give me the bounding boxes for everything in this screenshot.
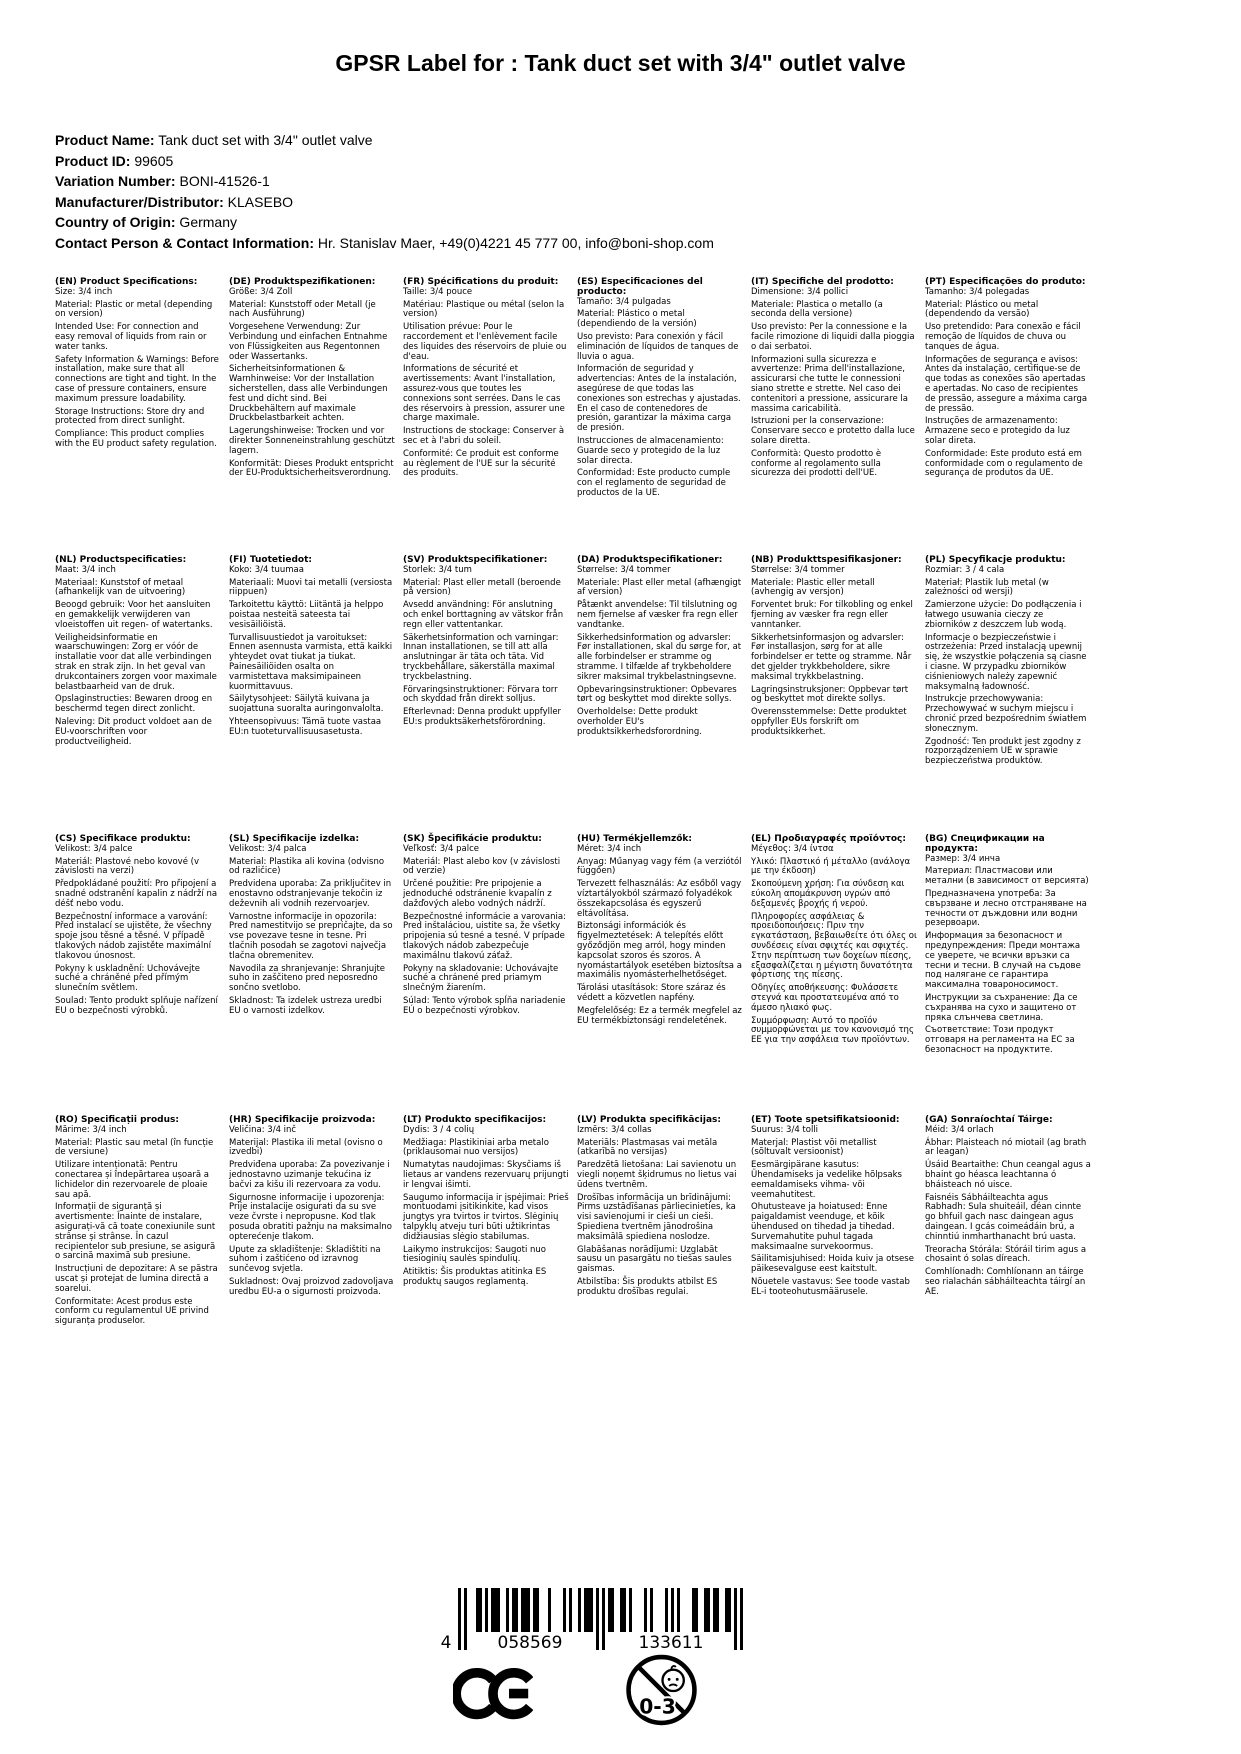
spec-paragraph: Turvallisuustiedot ja varoitukset: Ennen asennusta varmista, että kaikki yhteydet ovat tiukat ja tiukat. Painesäiliöiden osalta on varmistettava maksimipaineen kuormittavuus.: [229, 632, 393, 692]
spec-paragraph: Material: Kunststoff oder Metall (je nach Ausführung): [229, 299, 376, 320]
spec-paragraph: Rozmiar: 3 / 4 cala: [925, 564, 1005, 575]
spec-paragraph: Suurus: 3/4 tolli: [751, 1124, 819, 1135]
spec-paragraph: Säkerhetsinformation och varningar: Innan installationen, se till att alla anslutningar är täta och täta. Vid tryckbehållare, säkerställa maximal tryckbelastning.: [403, 632, 559, 682]
spec-paragraph: Size: 3/4 inch: [55, 286, 113, 297]
spec-paragraph: Materiāls: Plastmasas vai metāla (atkarībā no versijas): [577, 1137, 718, 1158]
spec-block-lt: [403, 1116, 569, 1327]
spec-paragraph: Instructions de stockage: Conserver à sec et à l'abri du soleil.: [403, 426, 565, 446]
meta-row: [55, 171, 1155, 192]
spec-paragraph: Συμμόρφωση: Αυτό το προϊόν συμμορφώνεται με τον κανονισμό της ΕΕ για την ασφάλεια των προϊόντων.: [751, 1015, 914, 1046]
spec-paragraph: Sicherheitsinformationen & Warnhinweise: Vor der Installation sicherstellen, dass alle Verbindungen fest und dicht sind. Bei Druckbehältern auf maximale Druckbelastbarkeit achten.: [229, 364, 388, 424]
spec-block-et: [751, 1116, 917, 1327]
spec-grid: [55, 278, 1091, 1327]
spec-paragraph: Safety Information & Warnings: Before installation, make sure that all connections are tight and tight. In the case of pressure containers, ensure maximum pressure loadability.: [55, 354, 219, 404]
spec-paragraph: Forventet bruk: For tilkobling og enkel fjerning av væsker fra regn eller vanntanker.: [751, 600, 913, 630]
spec-paragraph: Material: Plástico o metal (dependiendo de la versión): [577, 309, 697, 330]
spec-paragraph: Medžiaga: Plastikiniai arba metalo (priklausomai nuo versijos): [403, 1137, 549, 1158]
spec-paragraph: Информация за безопасност и предупреждения: Преди монтажа се уверете, че всички връзки са тесни и тесни. В случай на съдове под налягане се гарантира максимална товароносимост.: [925, 931, 1081, 991]
spec-block-bg: [925, 835, 1091, 1116]
spec-paragraph: Инструкции за съхранение: Да се съхранява на сухо и защитено от пряка слънчева светлина.: [925, 992, 1078, 1023]
spec-paragraph: Instrukcje przechowywania: Przechowywać w suchym miejscu i chronić przed bezpośrednim światłem słonecznym.: [925, 694, 1087, 734]
spec-paragraph: Konformität: Dieses Produkt entspricht der EU-Produktsicherheitsverordnung.: [229, 458, 394, 479]
spec-block-sv: [403, 556, 569, 835]
spec-paragraph: Información de seguridad y advertencias: Antes de la instalación, asegúrese de que todas las conexiones son estrechas y ajustadas. En el caso de contenedores de presión, garantizar la máxima carga de presión.: [577, 364, 741, 434]
barcode-digits: 133611: [638, 1633, 704, 1652]
spec-paragraph: Säilytysohjeet: Säilytä kuivana ja suojattuna suoralta auringonvalolta.: [229, 694, 384, 715]
spec-paragraph: Predviđena uporaba: Za povezivanje i jednostavno uzimanje tekućina iz bačvi za kišu ili rezervoara za vodu.: [229, 1160, 390, 1190]
spec-paragraph: Bezpečnostní informace a varování: Před instalací se ujistěte, že všechny spoje jsou těsné a těsné. V případě tlakových nádob zajistěte maximální tlakovou únosnost.: [55, 911, 212, 961]
spec-block-pl: [925, 556, 1091, 835]
spec-paragraph: Zamierzone użycie: Do podłączenia i łatwego usuwania cieczy ze zbiorników z deszczem lub wodą.: [925, 600, 1082, 630]
spec-paragraph: Conformidade: Este produto está em conformidade com o regulamento de segurança de produtos da UE.: [925, 448, 1083, 479]
spec-paragraph: Varnostne informacije in opozorila: Pred namestitvijo se prepričajte, da so vse povezave tesne in tesne. Pri tlačnih posodah se zagotovi največja tlačna obremenitev.: [229, 911, 393, 961]
spec-paragraph: Navodila za shranjevanje: Shranjujte suho in zaščiteno pred neposredno sončno svetlobo.: [229, 963, 386, 994]
meta-row: [55, 233, 1155, 254]
spec-paragraph: Materjal: Plastist või metallist (sõltuvalt versioonist): [751, 1137, 877, 1158]
spec-paragraph: Materiál: Plastové nebo kovové (v závislosti na verzi): [55, 856, 199, 877]
spec-block-heading: (DA) Produktspecifikationer:: [577, 555, 723, 565]
spec-paragraph: Velikost: 3/4 palca: [229, 843, 307, 854]
spec-paragraph: Veľkosť: 3/4 palce: [403, 843, 479, 854]
spec-paragraph: Pokyny na skladovanie: Uchovávajte suché a chránené pred priamym slnečným žiarením.: [403, 963, 559, 994]
spec-paragraph: Treoracha Stórála: Stóráil tirim agus a chosaint ó solas díreach.: [925, 1244, 1087, 1265]
spec-paragraph: Mărime: 3/4 inch: [55, 1124, 127, 1135]
spec-paragraph: Materiaal: Kunststof of metaal (afhankelijk van de uitvoering): [55, 577, 186, 598]
spec-paragraph: Upute za skladištenje: Skladištiti na suhom i zaštićeno od izravnog sunčevog svjetla.: [229, 1244, 381, 1275]
spec-block-heading: (GA) Sonraíochtaí Táirge:: [925, 1115, 1053, 1125]
spec-paragraph: Určené použitie: Pre pripojenie a jednoduché odstránenie kvapalín z dažďových alebo vodných nádrží.: [403, 879, 552, 909]
spec-paragraph: Uso previsto: Para conexión y fácil eliminación de líquidos de tanques de lluvia o agua.: [577, 331, 739, 362]
spec-paragraph: Anyag: Műanyag vagy fém (a verziótól függően): [577, 856, 742, 877]
spec-paragraph: Paredzētā lietošana: Lai savienotu un viegli noņemt šķidrumus no lietus vai ūdens tvertnēm.: [577, 1160, 737, 1190]
spec-paragraph: Numatytas naudojimas: Skysčiams iš lietaus ar vandens rezervuarų prijungti ir lengvai išimti.: [403, 1160, 569, 1190]
spec-paragraph: Πληροφορίες ασφάλειας & προειδοποιήσεις: Πριν την εγκατάσταση, βεβαιωθείτε ότι όλες οι συνδέσεις είναι σφιχτές και σφιχτές. Στην περίπτωση των δοχείων πίεσης, εξασφαλίζεται η μέγιστη δυνατότητα φόρτισης της πίεσης.: [751, 911, 917, 981]
spec-block-hr: [229, 1116, 395, 1327]
spec-paragraph: Pokyny k uskladnění: Uchovávejte suché a chráněné před přímým slunečním světlem.: [55, 963, 200, 994]
spec-paragraph: Súlad: Tento výrobok spĺňa nariadenie EÚ o bezpečnosti výrobkov.: [403, 995, 566, 1016]
spec-paragraph: Atitiktis: Šis produktas atitinka ES produktų saugos reglamentą.: [403, 1267, 547, 1287]
spec-paragraph: Conformità: Questo prodotto è conforme al regolamento sulla sicurezza dei prodotti dell'UE.: [751, 448, 882, 479]
spec-paragraph: Veiligheidsinformatie en waarschuwingen: Zorg er vóór de installatie voor dat alle verbindingen strak en strak zijn. In het geval van drukcontainers zorgen voor maximale belastbaarheid van de druk.: [55, 632, 217, 692]
spec-paragraph: Méret: 3/4 inch: [577, 843, 642, 854]
spec-block-ro: [55, 1116, 221, 1327]
spec-paragraph: Съответствие: Този продукт отговаря на регламента на ЕС за безопасност на продуктите.: [925, 1025, 1075, 1055]
spec-paragraph: Soulad: Tento produkt splňuje nařízení EU o bezpečnosti výrobků.: [55, 995, 218, 1016]
spec-block-heading: (EL) Προδιαγραφές προϊόντος:: [751, 834, 906, 844]
spec-paragraph: Instrucciones de almacenamiento: Guarde seco y protegido de la luz solar directa.: [577, 435, 724, 466]
spec-paragraph: Материал: Пластмасови или метални (в зависимост от версията): [925, 866, 1089, 887]
spec-paragraph: Zgodność: Ten produkt jest zgodny z rozporządzeniem UE w sprawie bezpieczeństwa produktów.: [925, 736, 1081, 767]
spec-block-heading: (LV) Produkta specifikācijas:: [577, 1115, 721, 1125]
meta-value: 99605: [130, 152, 174, 169]
ean-barcode: [438, 1588, 750, 1656]
spec-block-heading: (ET) Toote spetsifikatsioonid:: [751, 1115, 900, 1125]
spec-paragraph: Drošības informācija un brīdinājumi: Pirms uzstādīšanas pārliecinieties, ka visi savienojumi ir cieši un cieši. Spiediena tvertnēm jānodrošina maksimālā spiediena noslodze.: [577, 1192, 736, 1242]
ce-mark-icon: [453, 1664, 533, 1728]
spec-paragraph: Σκοπούμενη χρήση: Για σύνδεση και εύκολη απομάκρυνση υγρών από δεξαμενές βροχής ή νερού.: [751, 879, 905, 909]
spec-paragraph: Informacje o bezpieczeństwie i ostrzeżenia: Przed instalacją upewnij się, że wszystkie połączenia są ciasne i ciasne. W przypadku zbiorników ciśnieniowych należy zapewnić maksymalną ładowność.: [925, 632, 1087, 692]
barcode-digits: 058569: [497, 1633, 563, 1652]
spec-paragraph: Overensstemmelse: Dette produktet oppfyller EUs forskrift om produktsikkerhet.: [751, 707, 907, 737]
spec-paragraph: Naleving: Dit product voldoet aan de EU-voorschriften voor productveiligheid.: [55, 716, 212, 747]
spec-paragraph: Размер: 3/4 инча: [925, 853, 1001, 864]
spec-paragraph: Intended Use: For connection and easy removal of liquids from rain or water tanks.: [55, 322, 207, 352]
spec-block-fi: [229, 556, 395, 835]
spec-paragraph: Storlek: 3/4 tum: [403, 564, 472, 575]
spec-paragraph: Dimensione: 3/4 pollici: [751, 286, 849, 297]
spec-paragraph: Nõuetele vastavus: See toode vastab EL-i tooteohutusmäärusele.: [751, 1276, 910, 1297]
spec-paragraph: Υλικό: Πλαστικό ή μέταλλο (ανάλογα με την έκδοση): [751, 856, 911, 877]
spec-paragraph: Ohutusteave ja hoiatused: Enne paigaldamist veenduge, et kõik ühendused on tihedad ja tihedad. Survemahutite puhul tagada maksimaalne survekoormus.: [751, 1202, 895, 1252]
spec-paragraph: Conformidad: Este producto cumple con el reglamento de seguridad de productos de la UE.: [577, 468, 731, 498]
spec-paragraph: Μέγεθος: 3/4 ίντσα: [751, 843, 834, 854]
spec-paragraph: Förvaringsinstruktioner: Förvara torr och skyddad från direkt solljus.: [403, 684, 558, 705]
spec-block-heading: (IT) Specifiche del prodotto:: [751, 277, 894, 287]
spec-block-heading: (PT) Especificações do produto:: [925, 277, 1086, 287]
spec-paragraph: Skladnost: Ta izdelek ustreza uredbi EU o varnosti izdelkov.: [229, 995, 382, 1016]
spec-paragraph: Lagringsinstruksjoner: Oppbevar tørt og beskyttet mot direkte sollys.: [751, 684, 909, 705]
spec-block-heading: (FR) Spécifications du produit:: [403, 277, 559, 287]
spec-paragraph: Biztonsági információk és figyelmeztetések: A telepítés előtt győződjön meg arról, hogy minden kapcsolat szoros és szoros. A nyomástartályok esetében biztosítsa a maximális nyomásterhelhetőséget.: [577, 921, 742, 981]
spec-paragraph: Material: Plástico ou metal (dependendo da versão): [925, 299, 1039, 320]
spec-paragraph: Istruzioni per la conservazione: Conservare secco e protetto dalla luce solare diretta.: [751, 416, 915, 446]
spec-paragraph: Izmērs: 3/4 collas: [577, 1124, 652, 1135]
meta-row: [55, 212, 1155, 233]
spec-block-ga: [925, 1116, 1091, 1327]
spec-paragraph: Eesmärgipärane kasutus: Ühendamiseks ja vedelike hõlpsaks eemaldamiseks vihma- või veemahutitest.: [751, 1160, 902, 1200]
spec-paragraph: Tervezett felhasználás: Az esőből vagy víztartályokból származó folyadékok összekapcsolása és egyszerű eltávolítása.: [577, 879, 742, 919]
page-title: GPSR Label for : Tank duct set with 3/4" outlet valve: [335, 50, 906, 76]
spec-paragraph: Glabāšanas norādījumi: Uzglabāt sausu un pasargātu no tiešas saules gaismas.: [577, 1244, 732, 1275]
age-warning-0-3-icon: [625, 1653, 698, 1731]
spec-paragraph: Předpokládané použití: Pro připojení a snadné odstranění kapalin z nádrží na déšť nebo vodu.: [55, 879, 218, 909]
spec-block-pt: [925, 278, 1091, 556]
spec-block-heading: (NL) Productspecificaties:: [55, 555, 187, 565]
barcode-icon: [438, 1588, 750, 1652]
spec-paragraph: Conformitate: Acest produs este conform cu regulamentul UE privind siguranța produselor.: [55, 1296, 209, 1327]
spec-block-heading: (ES) Especificaciones del producto:: [577, 277, 703, 297]
spec-block-heading: (BG) Спецификации на продукта:: [925, 834, 1045, 854]
spec-paragraph: Avsedd användning: För anslutning och enkel borttagning av vätskor från regn eller vattentankar.: [403, 600, 564, 630]
spec-paragraph: Materiaali: Muovi tai metalli (versiosta riippuen): [229, 577, 393, 598]
spec-paragraph: Informations de sécurité et avertissements: Avant l'installation, assurez-vous que toutes les connexions sont serrées. Dans le cas des réservoirs à pression, assurer une charge maximale.: [403, 364, 565, 424]
spec-block-nb: [751, 556, 917, 835]
spec-paragraph: Material: Plastic or metal (depending on version): [55, 299, 213, 320]
age-warning-text: 0-3: [639, 1694, 676, 1719]
spec-block-hu: [577, 835, 743, 1116]
spec-paragraph: Tarkoitettu käyttö: Liitäntä ja helppo poistaa nesteitä sateesta tai vesisäiliöistä.: [229, 600, 384, 630]
meta-value: KLASEBO: [223, 193, 294, 210]
spec-block-nl: [55, 556, 221, 835]
spec-paragraph: Overholdelse: Dette produkt overholder EU's produktsikkerhedsforordning.: [577, 707, 702, 737]
meta-row: [55, 151, 1155, 172]
meta-label: Country of Origin:: [55, 214, 176, 230]
spec-paragraph: Material: Plast eller metall (beroende på version): [403, 577, 561, 598]
spec-block-es: [577, 278, 743, 556]
spec-paragraph: Materiale: Plastica o metallo (a seconda della versione): [751, 299, 883, 320]
spec-paragraph: Materijal: Plastika ili metal (ovisno o izvedbi): [229, 1137, 383, 1158]
spec-paragraph: Utilizare intenționată: Pentru conectarea și îndepărtarea ușoară a lichidelor din rezervoarele de ploaie sau apă.: [55, 1160, 209, 1200]
spec-block-heading: (CS) Specifikace produktu:: [55, 834, 191, 844]
spec-paragraph: Yhteensopivuus: Tämä tuote vastaa EU:n tuoteturvallisuusasetusta.: [229, 716, 382, 737]
meta-label: Manufacturer/Distributor:: [55, 193, 224, 210]
spec-paragraph: Faisnéis Sábháilteachta agus Rabhadh: Sula shuiteáil, déan cinnte go bhfuil gach nasc daingean agus daingean. I gcás coimeádáin brú, a chinntiú inmharthanacht brú uasta.: [925, 1192, 1082, 1242]
spec-block-heading: (HU) Termékjellemzők:: [577, 834, 693, 844]
spec-paragraph: Predvidena uporaba: Za priključitev in enostavno odstranjevanje tekočin iz deževnih ali vodnih rezervoarjev.: [229, 879, 392, 909]
spec-paragraph: Uso pretendido: Para conexão e fácil remoção de líquidos de chuva ou tanques de água.: [925, 322, 1081, 352]
spec-block-heading: (SK) Špecifikácie produktu:: [403, 834, 542, 844]
spec-paragraph: Størrelse: 3/4 tommer: [751, 564, 845, 575]
spec-paragraph: Uso previsto: Per la connessione e la facile rimozione di liquidi dalla pioggia o dai serbatoi.: [751, 322, 915, 352]
spec-paragraph: Méid: 3/4 orlach: [925, 1124, 994, 1135]
spec-paragraph: Größe: 3/4 Zoll: [229, 286, 293, 297]
meta-label: Product Name:: [55, 132, 155, 148]
spec-block-sk: [403, 835, 569, 1116]
barcode-digits: 4: [440, 1633, 452, 1652]
baby-face-icon: [663, 1670, 684, 1691]
spec-block-it: [751, 278, 917, 556]
spec-paragraph: Materiale: Plast eller metal (afhængigt af version): [577, 577, 742, 598]
spec-paragraph: Materiał: Plastik lub metal (w zależności od wersji): [925, 577, 1049, 598]
spec-paragraph: Informações de segurança e avisos: Antes da instalação, certifique-se de que todas as conexões são apertadas e apertadas. No caso de recipientes de pressão, assegure a máxima carga de pressão.: [925, 354, 1088, 414]
spec-paragraph: Opslaginstructies: Bewaren droog en beschermd tegen direct zonlicht.: [55, 694, 213, 715]
spec-paragraph: Vorgesehene Verwendung: Zur Verbindung und einfachen Entnahme von Flüssigkeiten aus Regentonnen oder Wassertanks.: [229, 322, 388, 362]
meta-value: Germany: [175, 214, 238, 230]
spec-block-heading: (SV) Produktspecifikationer:: [403, 555, 548, 565]
spec-paragraph: Størrelse: 3/4 tommer: [577, 564, 671, 575]
spec-paragraph: Beoogd gebruik: Voor het aansluiten en gemakkelijk verwijderen van vloeistoffen uit regen- of watertanks.: [55, 600, 213, 630]
spec-paragraph: Tamaño: 3/4 pulgadas: [577, 296, 671, 307]
spec-paragraph: Materiale: Plastic eller metall (avhengig av versjon): [751, 577, 875, 598]
spec-paragraph: Compliance: This product complies with the EU product safety regulation.: [55, 429, 217, 449]
spec-paragraph: Megfelelőség: Ez a termék megfelel az EU termékbiztonsági rendeletének.: [577, 1005, 742, 1026]
spec-paragraph: Informații de siguranță și avertismente: Înainte de instalare, asigurați-vă că toate conexiunile sunt strânse și strânse. În cazul recipientelor sub presiune, se asigură o sarcină maximă sub presiune.: [55, 1202, 216, 1262]
spec-paragraph: Предназначена употреба: За свързване и лесно отстраняване на течности от дъждовни или водни резервоари.: [925, 888, 1087, 929]
spec-block-heading: (HR) Specifikacije proizvoda:: [229, 1115, 376, 1125]
spec-paragraph: Storage Instructions: Store dry and protected from direct sunlight.: [55, 406, 205, 427]
spec-paragraph: Tárolási utasítások: Store száraz és védett a közvetlen napfény.: [577, 983, 726, 1003]
spec-paragraph: Efterlevnad: Denna produkt uppfyller EU:s produktsäkerhetsförordning.: [403, 707, 562, 727]
spec-block-heading: (NB) Produkttspesifikasjoner:: [751, 555, 902, 565]
spec-paragraph: Οδηγίες αποθήκευσης: Φυλάσσετε στεγνά και προστατευμένα από το άμεσο ηλιακό φως.: [751, 983, 899, 1013]
spec-paragraph: Matériau: Plastique ou métal (selon la version): [403, 299, 565, 320]
spec-paragraph: Instruções de armazenamento: Armazene seco e protegido da luz solar direta.: [925, 416, 1070, 446]
spec-block-cs: [55, 835, 221, 1116]
spec-block-heading: (FI) Tuotetiedot:: [229, 555, 313, 565]
spec-paragraph: Ábhar: Plaisteach nó miotail (ag brath ar leagan): [925, 1137, 1087, 1158]
spec-paragraph: Saugumo informacija ir įspėjimai: Prieš montuodami įsitikinkite, kad visos jungtys yra tvirtos ir tvirtos. Slėginių talpyklų atveju turi būti užtikrintas didžiausias slėgio stabilumas.: [403, 1192, 569, 1242]
spec-block-sl: [229, 835, 395, 1116]
product-meta: [55, 130, 1155, 253]
spec-block-heading: (DE) Produktspezifikationen:: [229, 277, 376, 287]
spec-paragraph: Taille: 3/4 pouce: [403, 286, 473, 297]
spec-paragraph: Sikkerhetsinformasjon og advarsler: Før installasjon, sørg for at alle forbindelser er tette og stramme. Når det gjelder trykkbeholdere, sikre maksimal trykkbelastning.: [751, 632, 912, 682]
spec-paragraph: Maat: 3/4 inch: [55, 564, 116, 575]
spec-block-heading: (SL) Specifikacije izdelka:: [229, 834, 360, 844]
spec-paragraph: Conformité: Ce produit est conforme au règlement de l'UE sur la sécurité des produits.: [403, 448, 559, 479]
spec-paragraph: Säilitamisjuhised: Hoida kuiv ja otsese päikesevalguse eest kaitstult.: [751, 1254, 914, 1275]
spec-block-heading: (PL) Specyfikacje produktu:: [925, 555, 1066, 565]
spec-block-da: [577, 556, 743, 835]
spec-paragraph: Opbevaringsinstruktioner: Opbevares tørt og beskyttet mod direkte sollys.: [577, 684, 737, 705]
spec-paragraph: Material: Plastic sau metal (în funcție de versiune): [55, 1137, 214, 1158]
spec-paragraph: Úsáid Beartaithe: Chun ceangal agus a bhaint go héasca leachtanna ó bháisteach nó uisce.: [925, 1160, 1091, 1190]
spec-paragraph: Sigurnosne informacije i upozorenja: Prije instalacije osigurati da su sve veze čvrste i nepropusne. Kod tlak posuda obratiti pažnju na maksimalno opterećenje tlakom.: [229, 1192, 392, 1242]
spec-paragraph: Bezpečnostné informácie a varovania: Pred inštaláciou, uistite sa, že všetky pripojenia sú tesné a tesné. V prípade tlakových nádob zabezpečuje maximálnu tlakovú záťaž.: [403, 911, 566, 961]
spec-block-lv: [577, 1116, 743, 1327]
meta-label: Contact Person & Contact Information:: [55, 234, 315, 251]
spec-block-en: [55, 278, 221, 556]
spec-paragraph: Material: Plastika ali kovina (odvisno od različice): [229, 856, 385, 877]
spec-paragraph: Velikost: 3/4 palce: [55, 843, 133, 854]
meta-label: Product ID:: [55, 152, 131, 169]
spec-paragraph: Sikkerhedsinformation og advarsler: Før installationen, skal du sørge for, at alle forbindelser er stramme og stramme. I tilfælde af trykbeholdere sikrer maksimal trykbelastningsevne.: [577, 632, 742, 682]
spec-block-heading: (RO) Specificații produs:: [55, 1115, 179, 1125]
spec-paragraph: Tamanho: 3/4 polegadas: [925, 286, 1030, 297]
meta-value: Hr. Stanislav Maer, +49(0)4221 45 777 00, info@boni-shop.com: [314, 234, 714, 251]
spec-paragraph: Lagerungshinweise: Trocken und vor direkter Sonneneinstrahlung geschützt lagern.: [229, 426, 395, 456]
spec-paragraph: Comhlíonadh: Comhlíonann an táirge seo rialachán sábháilteachta táirgí an AE.: [925, 1267, 1086, 1297]
spec-block-fr: [403, 278, 569, 556]
meta-value: Tank duct set with 3/4" outlet valve: [154, 132, 373, 148]
spec-block-heading: (LT) Produkto specifikacijos:: [403, 1115, 547, 1125]
meta-row: [55, 192, 1155, 213]
meta-value: BONI-41526-1: [175, 173, 270, 189]
spec-paragraph: Sukladnost: Ovaj proizvod zadovoljava uredbu EU-a o sigurnosti proizvoda.: [229, 1276, 394, 1297]
spec-paragraph: Påtænkt anvendelse: Til tilslutning og nem fjernelse af væsker fra regn eller vandtanke.: [577, 600, 738, 630]
meta-row: [55, 130, 1155, 151]
spec-paragraph: Instrucțiuni de depozitare: A se păstra uscat și protejat de lumina directă a soarelui.: [55, 1264, 218, 1294]
spec-paragraph: Materiál: Plast alebo kov (v závislosti od verzie): [403, 856, 561, 877]
spec-paragraph: Atbilstība: Šis produkts atbilst ES produktu drošības regulai.: [577, 1276, 718, 1297]
spec-block-de: [229, 278, 395, 556]
spec-paragraph: Utilisation prévue: Pour le raccordement et l'enlèvement facile des liquides des réservoirs de pluie ou d'eau.: [403, 322, 567, 362]
spec-paragraph: Laikymo instrukcijos: Saugoti nuo tiesioginių saulės spindulių.: [403, 1244, 547, 1265]
spec-paragraph: Veličina: 3/4 inč: [229, 1124, 297, 1135]
spec-paragraph: Informazioni sulla sicurezza e avvertenze: Prima dell'installazione, assicurarsi che tutte le connessioni siano strette e strette. Nel caso dei contenitori a pressione, assicurare la massima caricabilità.: [751, 354, 908, 414]
meta-label: Variation Number:: [55, 173, 176, 189]
spec-block-el: [751, 835, 917, 1116]
spec-paragraph: Dydis: 3 / 4 colių: [403, 1124, 475, 1135]
spec-block-heading: (EN) Product Specifications:: [55, 277, 198, 287]
spec-paragraph: Koko: 3/4 tuumaa: [229, 564, 304, 575]
